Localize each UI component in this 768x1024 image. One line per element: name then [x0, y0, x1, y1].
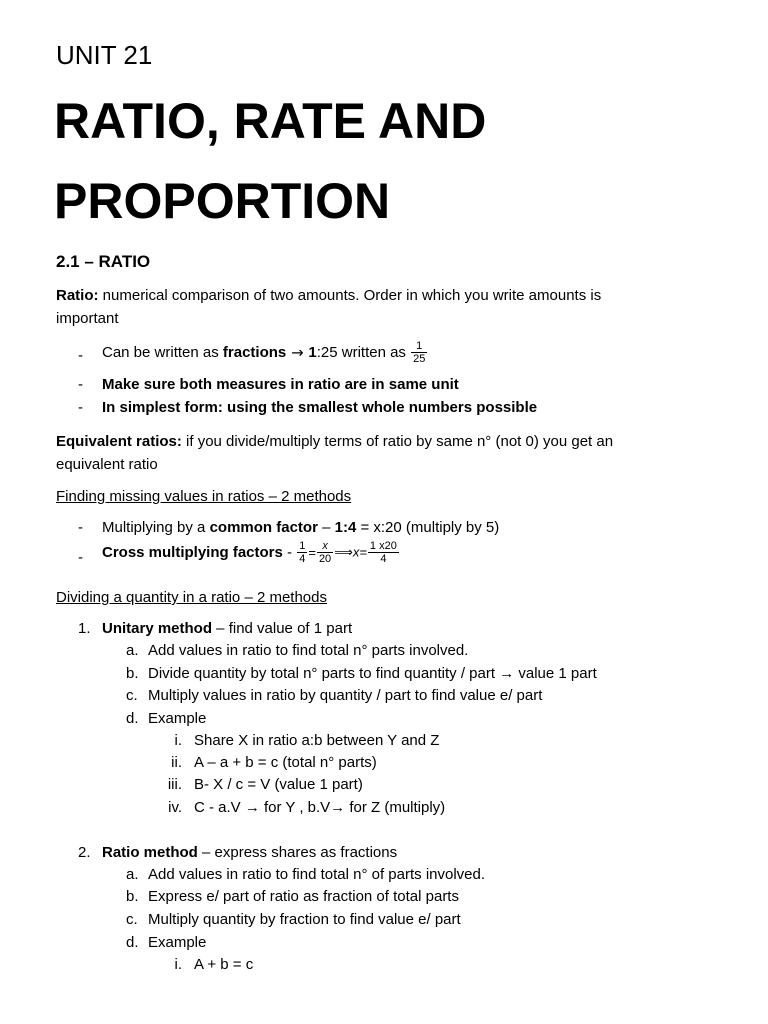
fraction-numerator: 1	[299, 540, 306, 552]
list-letter: d.	[126, 934, 139, 951]
list-roman: i.	[174, 732, 182, 749]
equivalent-line2: equivalent ratio	[56, 456, 158, 473]
bullet-common-factor	[102, 519, 499, 536]
bullet-text: Multiplying by a	[102, 519, 210, 536]
equals-sign: =	[308, 545, 316, 560]
bullet-text: Can be written as	[102, 344, 223, 361]
bullet-same-unit	[102, 376, 459, 393]
bullet-fractions	[102, 340, 428, 365]
fraction-one-fourth	[297, 540, 307, 565]
fraction-denominator: 4	[299, 553, 306, 565]
list-number: 2.	[78, 844, 91, 861]
list-item: Example	[148, 934, 207, 951]
list-roman: i.	[174, 956, 182, 973]
list-item: Divide quantity by total n° parts to find quantity / part → value 1 part	[148, 665, 597, 682]
bullet-dash: -	[78, 376, 83, 393]
title-line-2: PROPORTION	[54, 173, 391, 229]
fraction-numerator: x	[317, 540, 333, 553]
section-heading: 2.1 – RATIO	[56, 252, 151, 271]
unitary-method	[102, 620, 352, 637]
fraction	[411, 340, 427, 365]
list-number: 1.	[78, 620, 91, 637]
ratio-method	[102, 844, 397, 861]
bullet-bold-ratio: 1:4	[334, 519, 357, 536]
list-item: A + b = c	[194, 956, 254, 973]
bullet-bold: In simplest form:	[102, 399, 223, 416]
bullet-bold: common factor	[209, 519, 318, 536]
fraction-x-twenty	[317, 540, 333, 565]
list-item: Multiply values in ratio by quantity / part to find value e/ part	[148, 687, 543, 704]
ratio-definition	[56, 284, 601, 307]
list-roman: iii.	[167, 776, 182, 793]
list-letter: a.	[126, 866, 139, 883]
list-item: Add values in ratio to find total n° of parts involved.	[148, 866, 486, 883]
bullet-text-mid: –	[317, 519, 335, 536]
bullet-text: using the smallest whole numbers possible	[222, 399, 538, 416]
arrow-icon: →	[286, 343, 309, 362]
method-name: Unitary method	[102, 620, 213, 637]
implies-icon: ⟹x=	[334, 544, 367, 560]
list-item: Share X in ratio a:b between Y and Z	[194, 732, 440, 749]
list-letter: a.	[126, 642, 139, 659]
fraction-denominator: 20	[318, 553, 332, 565]
ratio-def-line2: important	[56, 310, 119, 327]
bullet-simplest-form	[102, 399, 537, 416]
unit-heading: UNIT 21	[56, 40, 153, 70]
bullet-dash: -	[78, 519, 83, 536]
bullet-text-mid: :25 written as	[316, 344, 411, 361]
list-letter: b.	[126, 888, 139, 905]
list-letter: d.	[126, 710, 139, 727]
list-item: Example	[148, 710, 207, 727]
bullet-bold: Cross multiplying factors	[102, 544, 283, 561]
list-letter: b.	[126, 665, 139, 682]
fraction-numerator: 1	[411, 340, 427, 353]
bullet-cross-multiplying	[102, 540, 400, 565]
bullet-bold: Make sure both measures in ratio are in same unit	[102, 376, 459, 393]
dividing-heading: Dividing a quantity in a ratio – 2 methods	[56, 589, 327, 606]
bullet-separator: -	[282, 544, 297, 561]
list-item: C - a.V → for Y , b.V→ for Z (multiply)	[194, 799, 446, 816]
bullet-text-rest: = x:20 (multiply by 5)	[356, 519, 500, 536]
fraction-result	[368, 540, 399, 565]
bullet-bold: fractions	[222, 344, 287, 361]
list-roman: ii.	[171, 754, 182, 771]
fraction-denominator: 25	[413, 353, 426, 365]
missing-values-heading: Finding missing values in ratios – 2 methods	[56, 488, 352, 505]
equivalent-ratios	[56, 430, 613, 453]
list-item: A – a + b = c (total n° parts)	[194, 754, 377, 771]
list-item: Add values in ratio to find total n° parts involved.	[148, 642, 469, 659]
fraction-numerator: 1 x20	[369, 540, 397, 552]
list-item: Multiply quantity by fraction to find value e/ part	[148, 911, 461, 928]
bullet-bold-one: 1	[308, 344, 317, 361]
equivalent-term: Equivalent ratios:	[56, 433, 182, 450]
method-desc: – express shares as fractions	[197, 844, 398, 861]
method-desc: – find value of 1 part	[212, 620, 353, 637]
fraction-denominator: 4	[380, 553, 387, 565]
bullet-dash: -	[78, 549, 83, 566]
list-roman: iv.	[168, 799, 182, 816]
ratio-def-line1: numerical comparison of two amounts. Order in which you write amounts is	[98, 287, 602, 304]
list-letter: c.	[126, 687, 138, 704]
list-item: Express e/ part of ratio as fraction of total parts	[148, 888, 459, 905]
list-item: B- X / c = V (value 1 part)	[194, 776, 363, 793]
list-letter: c.	[126, 911, 138, 928]
bullet-dash: -	[78, 399, 83, 416]
ratio-term: Ratio:	[56, 287, 99, 304]
title-line-1: RATIO, RATE AND	[54, 93, 487, 149]
equivalent-line1: if you divide/multiply terms of ratio by same n° (not 0) you get an	[181, 433, 614, 450]
bullet-dash: -	[78, 347, 83, 364]
method-name: Ratio method	[102, 844, 198, 861]
